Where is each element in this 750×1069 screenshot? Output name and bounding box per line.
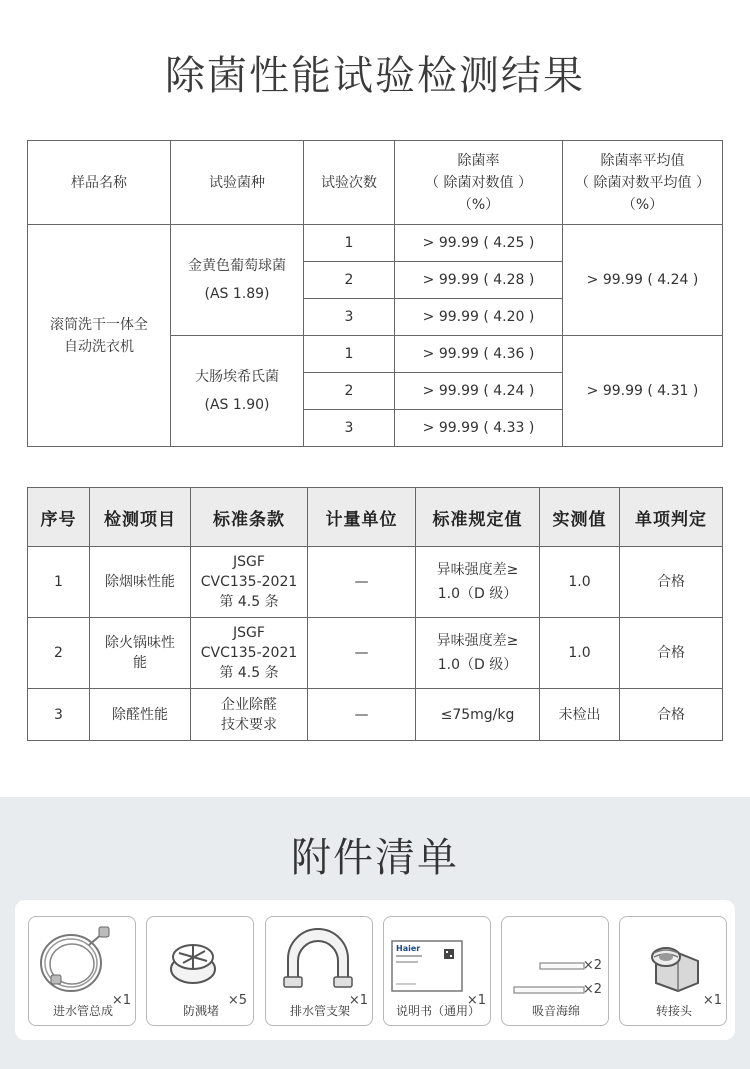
spec-cell (416, 547, 540, 618)
unit-cell: — (308, 689, 416, 741)
item-line: 能 (133, 655, 147, 671)
table-row (28, 225, 723, 262)
spec-line: 1.0（D 级） (437, 657, 518, 673)
strain-line: 大肠埃希氏菌 (195, 369, 279, 385)
clause-cell (191, 689, 308, 741)
clause-line: JSGF (233, 554, 265, 570)
run-cell: 1 (304, 336, 395, 373)
spec-line: 1.0（D 级） (437, 586, 518, 602)
accessory-qty: ×1 (111, 993, 131, 1008)
avg-cell: > 99.99 ( 4.31 ) (563, 336, 723, 447)
header-cell: 试验菌种 (171, 141, 304, 225)
header-cell: 试验次数 (304, 141, 395, 225)
measured-cell: 未检出 (540, 689, 620, 741)
strain-line: (AS 1.89) (204, 286, 270, 302)
header-cell: 标准条款 (191, 488, 308, 547)
table-header-row (28, 488, 723, 547)
accessory-card (265, 916, 373, 1026)
spec-cell (416, 618, 540, 689)
header-line: 除菌率 (457, 152, 500, 169)
page-title: 除菌性能试验检测结果 (165, 53, 585, 99)
clause-cell (191, 618, 308, 689)
accessory-qty: ×5 (227, 993, 247, 1008)
accessory-label: 进水管总成 (52, 1004, 113, 1018)
run-cell: 3 (304, 299, 395, 336)
accessory-qty: ×1 (466, 993, 486, 1008)
spec-line: ≤75mg/kg (440, 706, 515, 723)
header-line: （ 除菌对数平均值 ） (575, 174, 710, 191)
sterilization-table (27, 140, 723, 447)
run-cell: 2 (304, 373, 395, 410)
result-cell: 合格 (620, 547, 723, 618)
header-cell: 检测项目 (90, 488, 191, 547)
spec-line: 异味强度差≥ (436, 633, 519, 649)
item-line: 除烟味性能 (105, 574, 175, 590)
table-header-row (28, 141, 723, 225)
accessory-card (28, 916, 136, 1026)
item-cell (90, 689, 191, 741)
item-cell (90, 618, 191, 689)
rate-cell: > 99.99 ( 4.33 ) (395, 410, 563, 447)
accessory-card (501, 916, 609, 1026)
row-number: 3 (28, 689, 90, 741)
header-cell: 标准规定值 (416, 488, 540, 547)
header-cell: 样品名称 (28, 141, 171, 225)
header-line: （ 除菌对数值 ） (425, 174, 532, 191)
spec-line: 异味强度差≥ (436, 562, 519, 578)
rate-cell: > 99.99 ( 4.28 ) (395, 262, 563, 299)
item-line: 除醛性能 (112, 706, 168, 723)
accessory-label: 防溅堵 (182, 1004, 219, 1018)
brand-logo: Haier (396, 944, 421, 953)
clause-line: JSGF (233, 625, 265, 641)
result-cell: 合格 (620, 689, 723, 741)
unit-cell: — (308, 618, 416, 689)
rate-cell: > 99.99 ( 4.20 ) (395, 299, 563, 336)
sample-name-line: 滚筒洗干一体全 (50, 316, 148, 333)
table-row (28, 547, 723, 618)
accessory-qty: ×2 (582, 982, 602, 997)
strain-line: 金黄色葡萄球菌 (188, 258, 286, 274)
accessory-card (383, 916, 491, 1026)
measured-cell: 1.0 (540, 618, 620, 689)
header-cell: 实测值 (540, 488, 620, 547)
odor-test-table (27, 487, 723, 741)
strain-cell (171, 225, 304, 336)
table-row (28, 618, 723, 689)
header-line: （%） (621, 196, 664, 213)
header-cell: 单项判定 (620, 488, 723, 547)
rate-cell: > 99.99 ( 4.24 ) (395, 373, 563, 410)
result-cell: 合格 (620, 618, 723, 689)
accessory-label: 说明书（通用） (395, 1004, 480, 1018)
strain-cell (171, 336, 304, 447)
run-cell: 2 (304, 262, 395, 299)
clause-line: 技术要求 (221, 716, 277, 733)
header-cell (395, 141, 563, 225)
item-cell (90, 547, 191, 618)
clause-cell (191, 547, 308, 618)
rate-cell: > 99.99 ( 4.36 ) (395, 336, 563, 373)
clause-line: 第 4.5 条 (219, 665, 279, 681)
clause-line: 第 4.5 条 (219, 594, 279, 610)
accessory-card (146, 916, 254, 1026)
table-row (28, 689, 723, 741)
row-number: 2 (28, 618, 90, 689)
run-cell: 3 (304, 410, 395, 447)
header-line: 除菌率平均值 (600, 152, 685, 169)
clause-line: CVC135-2021 (200, 574, 298, 590)
accessory-qty: ×2 (582, 958, 602, 973)
avg-cell: > 99.99 ( 4.24 ) (563, 225, 723, 336)
item-line: 除火锅味性 (105, 635, 175, 651)
accessory-qty: ×1 (702, 993, 722, 1008)
sample-name-line: 自动洗衣机 (64, 338, 134, 355)
accessory-label: 吸音海绵 (531, 1004, 580, 1018)
header-cell: 序号 (28, 488, 90, 547)
header-line: （%） (457, 196, 500, 213)
accessory-label: 转接头 (655, 1004, 692, 1018)
accessories-panel (15, 900, 735, 1040)
accessory-label: 排水管支架 (289, 1004, 350, 1018)
rate-cell: > 99.99 ( 4.25 ) (395, 225, 563, 262)
row-number: 1 (28, 547, 90, 618)
header-cell (563, 141, 723, 225)
run-cell: 1 (304, 225, 395, 262)
measured-cell: 1.0 (540, 547, 620, 618)
accessory-card (619, 916, 727, 1026)
header-cell: 计量单位 (308, 488, 416, 547)
unit-cell: — (308, 547, 416, 618)
spec-cell (416, 689, 540, 741)
accessory-qty: ×1 (348, 993, 368, 1008)
clause-line: CVC135-2021 (200, 645, 298, 661)
strain-line: (AS 1.90) (204, 397, 270, 413)
sample-name-cell (28, 225, 171, 447)
accessories-title: 附件清单 (291, 835, 459, 881)
clause-line: 企业除醛 (221, 696, 277, 713)
